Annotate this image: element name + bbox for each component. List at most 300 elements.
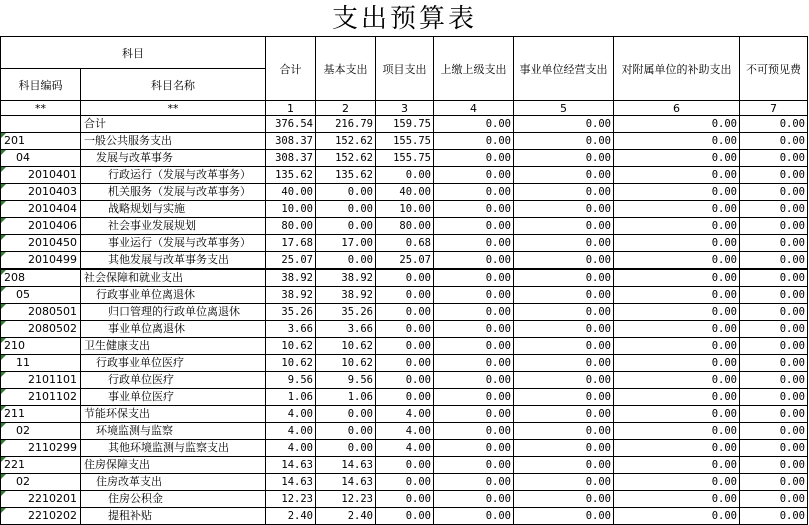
amount-cell: 35.26 (266, 304, 316, 321)
amount-cell: 0.00 (740, 355, 808, 372)
col-number: 5 (514, 101, 614, 116)
amount-cell: 0.00 (376, 355, 434, 372)
cell-comment-marker-icon (1, 287, 6, 292)
amount-cell: 0.00 (434, 304, 514, 321)
amount-cell: 0.00 (614, 201, 740, 218)
subject-name-cell (81, 440, 266, 457)
amount-cell: 0.00 (514, 235, 614, 252)
amount-cell: 0.00 (514, 167, 614, 184)
amount-cell: 0.00 (614, 355, 740, 372)
subject-name: 住房公积金 (108, 492, 163, 505)
col-number: 3 (376, 101, 434, 116)
subject-code: 2010406 (28, 219, 77, 232)
amount-cell: 0.00 (614, 474, 740, 491)
subject-name: 社会事业发展规划 (108, 219, 196, 232)
amount-cell: 0.00 (614, 406, 740, 423)
subject-name-cell (81, 338, 266, 355)
subject-code-cell (1, 372, 81, 389)
amount-cell: 80.00 (266, 218, 316, 235)
subject-name-cell (81, 406, 266, 423)
amount-cell: 0.00 (376, 304, 434, 321)
subject-name-cell (81, 304, 266, 321)
amount-cell: 0.00 (514, 321, 614, 338)
amount-cell: 0.00 (376, 321, 434, 338)
expenditure-budget-table (0, 36, 808, 525)
subject-code-cell (1, 508, 81, 525)
amount-cell: 0.00 (614, 304, 740, 321)
table-row (1, 201, 808, 218)
subject-code-cell (1, 235, 81, 252)
amount-cell: 0.00 (434, 287, 514, 304)
amount-cell: 0.00 (376, 491, 434, 508)
amount-cell: 0.00 (376, 338, 434, 355)
subject-name: 机关服务（发展与改革事务） (108, 185, 251, 198)
subject-code-cell (1, 423, 81, 440)
amount-cell: 9.56 (316, 372, 376, 389)
amount-cell: 0.00 (514, 457, 614, 474)
amount-cell: 155.75 (376, 133, 434, 150)
amount-cell: 4.00 (376, 406, 434, 423)
amount-cell: 0.00 (514, 355, 614, 372)
table-row (1, 355, 808, 372)
amount-cell: 40.00 (376, 184, 434, 201)
subject-name: 行政运行（发展与改革事务） (108, 168, 251, 181)
amount-cell: 14.63 (266, 457, 316, 474)
table-row (1, 184, 808, 201)
amount-cell: 0.00 (740, 235, 808, 252)
subject-code: 2080501 (28, 305, 77, 318)
subject-name: 合计 (84, 117, 106, 130)
table-row (1, 338, 808, 355)
amount-cell: 0.00 (514, 116, 614, 133)
amount-cell: 0.00 (740, 406, 808, 423)
subject-name-cell (81, 321, 266, 338)
amount-cell: 0.00 (434, 150, 514, 167)
amount-cell: 4.00 (266, 406, 316, 423)
page-title: 支出预算表 (331, 4, 477, 34)
amount-cell: 25.07 (266, 252, 316, 270)
amount-cell: 0.00 (740, 252, 808, 270)
amount-cell: 0.00 (514, 338, 614, 355)
col-number: 6 (614, 101, 740, 116)
amount-cell: 38.92 (266, 287, 316, 304)
subject-name-cell (81, 133, 266, 150)
header-row-3 (1, 101, 808, 116)
amount-cell: 80.00 (376, 218, 434, 235)
amount-cell: 4.00 (376, 440, 434, 457)
amount-cell: 308.37 (266, 150, 316, 167)
cell-comment-marker-icon (1, 440, 6, 445)
code-header: 科目编码 (1, 69, 81, 101)
subject-name: 住房改革支出 (96, 475, 162, 488)
amount-cell: 0.00 (614, 269, 740, 287)
table-row (1, 321, 808, 338)
subject-name: 行政事业单位离退休 (96, 288, 195, 301)
cell-comment-marker-icon (1, 491, 6, 496)
table-row (1, 372, 808, 389)
subject-name-cell (81, 423, 266, 440)
col-header-total: 合计 (266, 37, 316, 101)
table-row (1, 389, 808, 406)
subject-code: 02 (16, 424, 30, 437)
amount-cell: 0.00 (434, 508, 514, 525)
amount-cell: 0.00 (740, 423, 808, 440)
amount-cell: 0.00 (614, 133, 740, 150)
amount-cell: 0.00 (740, 372, 808, 389)
amount-cell: 0.00 (740, 184, 808, 201)
subject-name-cell (81, 235, 266, 252)
amount-cell: 0.00 (376, 269, 434, 287)
cell-comment-marker-icon (1, 355, 6, 360)
amount-cell: 0.00 (614, 287, 740, 304)
cell-comment-marker-icon (1, 235, 6, 240)
cell-comment-marker-icon (1, 167, 6, 172)
subject-code: 2110299 (28, 441, 77, 454)
subject-name: 归口管理的行政单位离退休 (108, 305, 240, 318)
amount-cell: 0.00 (514, 440, 614, 457)
subject-code: 201 (4, 134, 25, 147)
cell-comment-marker-icon (1, 508, 6, 513)
subject-name: 事业运行（发展与改革事务） (108, 236, 251, 249)
subject-name-cell (81, 491, 266, 508)
subject-name: 事业单位医疗 (108, 390, 174, 403)
subject-name: 一般公共服务支出 (84, 134, 172, 147)
cell-comment-marker-icon (1, 304, 6, 309)
amount-cell: 159.75 (376, 116, 434, 133)
subject-code-cell (1, 269, 81, 287)
subject-code-cell (1, 287, 81, 304)
amount-cell: 0.00 (614, 252, 740, 270)
subject-code-cell (1, 252, 81, 270)
amount-cell: 10.62 (266, 338, 316, 355)
amount-cell: 0.00 (514, 474, 614, 491)
amount-cell: 0.00 (316, 201, 376, 218)
col-header-subsidy: 对附属单位的补助支出 (614, 37, 740, 101)
subject-name-cell (81, 150, 266, 167)
subject-name: 行政事业单位医疗 (96, 356, 184, 369)
amount-cell: 0.00 (376, 167, 434, 184)
subject-code-cell (1, 406, 81, 423)
amount-cell: 0.00 (740, 321, 808, 338)
cell-comment-marker-icon (1, 150, 6, 155)
subject-name: 其他环境监测与监察支出 (108, 441, 229, 454)
amount-cell: 0.00 (614, 423, 740, 440)
amount-cell: 135.62 (316, 167, 376, 184)
amount-cell: 0.00 (376, 508, 434, 525)
amount-cell: 38.92 (266, 269, 316, 287)
amount-cell: 0.00 (434, 269, 514, 287)
amount-cell: 0.00 (614, 508, 740, 525)
col-header-operation: 事业单位经营支出 (514, 37, 614, 101)
amount-cell: 152.62 (316, 133, 376, 150)
amount-cell: 0.00 (316, 423, 376, 440)
amount-cell: 0.00 (740, 457, 808, 474)
amount-cell: 0.00 (614, 235, 740, 252)
col-number: 1 (266, 101, 316, 116)
subject-code: 211 (4, 407, 25, 420)
amount-cell: 0.00 (514, 389, 614, 406)
subject-code-cell (1, 167, 81, 184)
amount-cell: 0.00 (740, 133, 808, 150)
amount-cell: 0.00 (514, 304, 614, 321)
subject-name: 卫生健康支出 (84, 339, 150, 352)
amount-cell: 0.00 (614, 440, 740, 457)
table-row (1, 423, 808, 440)
amount-cell: 0.00 (434, 406, 514, 423)
subject-name-cell (81, 389, 266, 406)
amount-cell: 3.66 (316, 321, 376, 338)
subject-code: 05 (16, 288, 30, 301)
col-number: 2 (316, 101, 376, 116)
table-row (1, 116, 808, 133)
subject-code-cell (1, 150, 81, 167)
amount-cell: 25.07 (376, 252, 434, 270)
amount-cell: 0.00 (434, 201, 514, 218)
subject-name-cell (81, 218, 266, 235)
amount-cell: 2.40 (266, 508, 316, 525)
col-number: 4 (434, 101, 514, 116)
subject-name: 发展与改革事务 (96, 151, 173, 164)
table-row (1, 440, 808, 457)
amount-cell: 0.00 (434, 133, 514, 150)
amount-cell: 0.00 (376, 389, 434, 406)
subject-code-cell (1, 355, 81, 372)
amount-cell: 38.92 (316, 287, 376, 304)
subject-name-cell (81, 184, 266, 201)
subject-name-cell (81, 116, 266, 133)
subject-name: 提租补贴 (108, 509, 152, 522)
amount-cell: 0.00 (740, 218, 808, 235)
cell-comment-marker-icon (1, 321, 6, 326)
amount-cell: 0.00 (434, 235, 514, 252)
amount-cell: 0.00 (514, 423, 614, 440)
subject-code: 2010403 (28, 185, 77, 198)
amount-cell: 0.00 (434, 372, 514, 389)
amount-cell: 0.00 (614, 167, 740, 184)
table-row (1, 508, 808, 525)
subject-code: 208 (4, 271, 25, 284)
amount-cell: 0.00 (740, 389, 808, 406)
amount-cell: 0.00 (434, 116, 514, 133)
amount-cell: 38.92 (316, 269, 376, 287)
subject-code: 2101101 (28, 373, 77, 386)
subject-name-cell (81, 269, 266, 287)
amount-cell: 0.00 (434, 184, 514, 201)
amount-cell: 0.00 (614, 321, 740, 338)
amount-cell: 0.00 (316, 184, 376, 201)
cell-comment-marker-icon (1, 133, 6, 138)
cell-comment-marker-icon (1, 201, 6, 206)
amount-cell: 0.00 (514, 184, 614, 201)
subject-code: 2210202 (28, 509, 77, 522)
amount-cell: 0.00 (434, 440, 514, 457)
amount-cell: 17.00 (316, 235, 376, 252)
table-row (1, 457, 808, 474)
amount-cell: 17.68 (266, 235, 316, 252)
table-row (1, 235, 808, 252)
cell-comment-marker-icon (1, 406, 6, 411)
subject-code-cell (1, 116, 81, 133)
amount-cell: 0.00 (514, 406, 614, 423)
subject-name: 社会保障和就业支出 (84, 271, 183, 284)
subject-code-cell (1, 218, 81, 235)
amount-cell: 0.68 (376, 235, 434, 252)
amount-cell: 0.00 (614, 116, 740, 133)
amount-cell: 4.00 (266, 423, 316, 440)
amount-cell: 0.00 (740, 201, 808, 218)
amount-cell: 216.79 (316, 116, 376, 133)
subject-code: 2101102 (28, 390, 77, 403)
subject-name-cell (81, 167, 266, 184)
amount-cell: 3.66 (266, 321, 316, 338)
subject-code-cell (1, 133, 81, 150)
amount-cell: 0.00 (376, 287, 434, 304)
star-cell: ** (81, 101, 266, 116)
subject-code: 2210201 (28, 492, 77, 505)
amount-cell: 308.37 (266, 133, 316, 150)
subject-code-cell (1, 474, 81, 491)
name-header: 科目名称 (81, 69, 266, 101)
amount-cell: 0.00 (614, 338, 740, 355)
subject-name-cell (81, 457, 266, 474)
cell-comment-marker-icon (1, 270, 6, 275)
col-header-project: 项目支出 (376, 37, 434, 101)
subject-code-cell (1, 491, 81, 508)
amount-cell: 0.00 (434, 389, 514, 406)
amount-cell: 35.26 (316, 304, 376, 321)
amount-cell: 0.00 (740, 474, 808, 491)
subject-name-cell (81, 508, 266, 525)
amount-cell: 10.00 (376, 201, 434, 218)
amount-cell: 0.00 (434, 167, 514, 184)
amount-cell: 10.00 (266, 201, 316, 218)
table-row (1, 474, 808, 491)
subject-code: 221 (4, 458, 25, 471)
cell-comment-marker-icon (1, 474, 6, 479)
amount-cell: 0.00 (614, 372, 740, 389)
amount-cell: 4.00 (376, 423, 434, 440)
table-row (1, 406, 808, 423)
amount-cell: 0.00 (376, 457, 434, 474)
subject-name: 其他发展与改革事务支出 (108, 253, 229, 266)
amount-cell: 0.00 (316, 440, 376, 457)
cell-comment-marker-icon (1, 372, 6, 377)
amount-cell: 0.00 (514, 491, 614, 508)
star-cell: ** (1, 101, 81, 116)
amount-cell: 0.00 (434, 457, 514, 474)
subject-name-cell (81, 287, 266, 304)
subject-code-cell (1, 321, 81, 338)
subject-code: 2080502 (28, 322, 77, 335)
subject-code: 2010404 (28, 202, 77, 215)
amount-cell: 10.62 (316, 338, 376, 355)
subject-name: 住房保障支出 (84, 458, 150, 471)
subject-name-cell (81, 355, 266, 372)
amount-cell: 0.00 (376, 474, 434, 491)
amount-cell: 0.00 (316, 252, 376, 270)
subject-code-cell (1, 389, 81, 406)
amount-cell: 0.00 (740, 304, 808, 321)
cell-comment-marker-icon (1, 218, 6, 223)
subject-code: 02 (16, 475, 30, 488)
subject-name: 事业单位离退休 (108, 322, 185, 335)
col-header-contingency: 不可预见费 (740, 37, 808, 101)
amount-cell: 0.00 (434, 252, 514, 270)
amount-cell: 40.00 (266, 184, 316, 201)
cell-comment-marker-icon (1, 389, 6, 394)
amount-cell: 0.00 (434, 491, 514, 508)
col-number: 7 (740, 101, 808, 116)
subject-code-cell (1, 440, 81, 457)
amount-cell: 0.00 (514, 269, 614, 287)
col-header-remit: 上缴上级支出 (434, 37, 514, 101)
amount-cell: 0.00 (614, 491, 740, 508)
subject-name-cell (81, 474, 266, 491)
amount-cell: 0.00 (740, 287, 808, 304)
amount-cell: 0.00 (614, 150, 740, 167)
amount-cell: 0.00 (740, 440, 808, 457)
subject-name: 行政单位医疗 (108, 373, 174, 386)
amount-cell: 10.62 (316, 355, 376, 372)
amount-cell: 0.00 (514, 372, 614, 389)
table-row (1, 252, 808, 270)
subject-code: 04 (16, 151, 30, 164)
cell-comment-marker-icon (1, 338, 6, 343)
amount-cell: 152.62 (316, 150, 376, 167)
subject-code: 210 (4, 339, 25, 352)
table-row (1, 491, 808, 508)
subject-code-cell (1, 338, 81, 355)
subject-code-cell (1, 201, 81, 218)
amount-cell: 0.00 (434, 423, 514, 440)
table-row (1, 269, 808, 287)
amount-cell: 376.54 (266, 116, 316, 133)
amount-cell: 14.63 (266, 474, 316, 491)
amount-cell: 0.00 (514, 508, 614, 525)
subject-name-cell (81, 201, 266, 218)
amount-cell: 0.00 (434, 355, 514, 372)
table-row (1, 150, 808, 167)
amount-cell: 0.00 (514, 252, 614, 270)
amount-cell: 0.00 (514, 218, 614, 235)
amount-cell: 0.00 (316, 218, 376, 235)
table-row (1, 287, 808, 304)
amount-cell: 1.06 (266, 389, 316, 406)
table-row (1, 304, 808, 321)
table-row (1, 218, 808, 235)
subject-name: 节能环保支出 (84, 407, 150, 420)
table-row (1, 167, 808, 184)
amount-cell: 9.56 (266, 372, 316, 389)
amount-cell: 0.00 (614, 457, 740, 474)
amount-cell: 0.00 (434, 338, 514, 355)
amount-cell: 0.00 (740, 508, 808, 525)
amount-cell: 0.00 (316, 406, 376, 423)
col-header-basic: 基本支出 (316, 37, 376, 101)
subject-name-cell (81, 372, 266, 389)
amount-cell: 0.00 (614, 389, 740, 406)
amount-cell: 0.00 (740, 269, 808, 287)
amount-cell: 0.00 (614, 218, 740, 235)
amount-cell: 0.00 (740, 338, 808, 355)
subject-name: 环境监测与监察 (96, 424, 173, 437)
amount-cell: 12.23 (266, 491, 316, 508)
amount-cell: 135.62 (266, 167, 316, 184)
amount-cell: 12.23 (316, 491, 376, 508)
subject-code-cell (1, 304, 81, 321)
amount-cell: 0.00 (740, 150, 808, 167)
amount-cell: 4.00 (266, 440, 316, 457)
